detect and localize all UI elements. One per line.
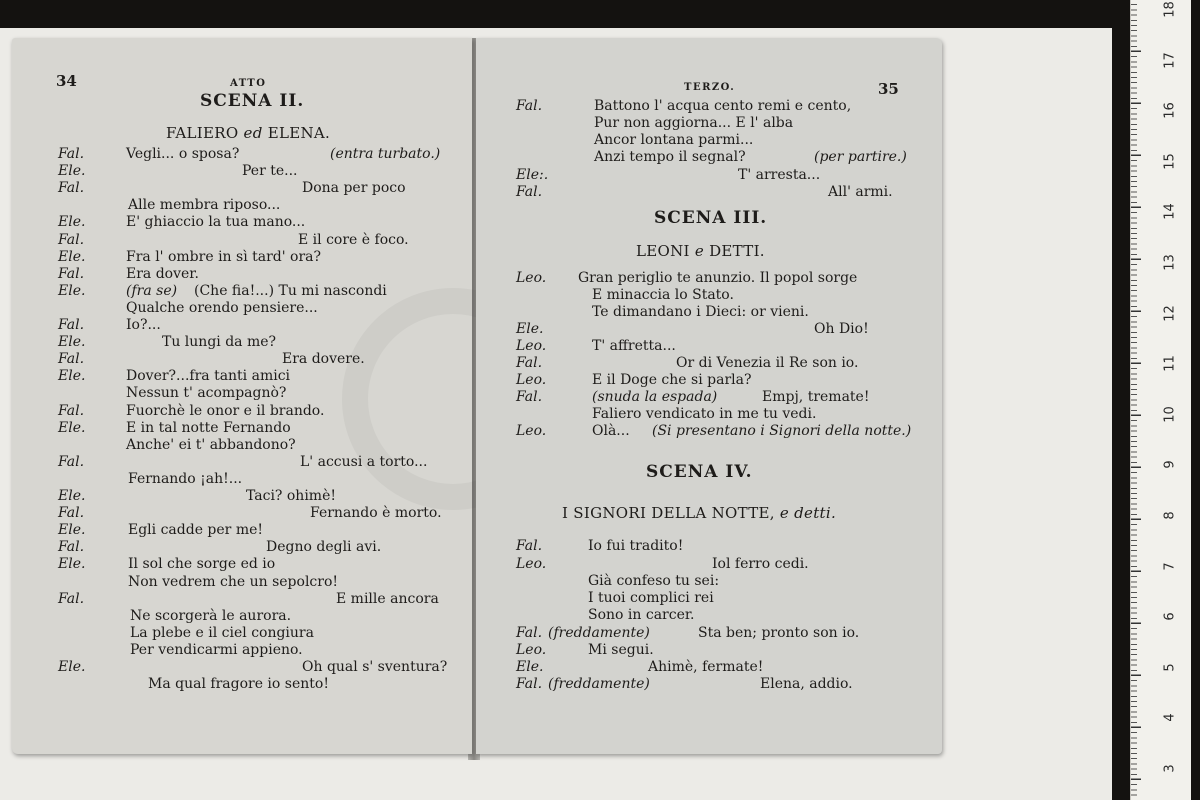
speaker-label: Fal. [516,538,543,554]
speaker-label: Leo. [516,423,547,439]
verse-text: Mi segui. [588,642,654,658]
verse-text: Battono l' acqua cento remi e cento, [594,98,852,114]
verse-text: Era dovere. [282,351,365,368]
stage-direction: (freddamente) [548,625,650,641]
page-number-right: 35 [878,80,899,98]
ruler-number: 10 [1162,406,1178,423]
verse-text: T' affretta... [592,338,676,354]
dialogue-line [476,659,942,676]
verse-text: Fernando ¡ah!... [128,470,243,487]
speaker-label: Ele. [58,488,86,504]
ruler-number: 14 [1162,203,1178,221]
speaker-label: Fal. [516,389,543,405]
ruler-number: 6 [1162,612,1178,621]
verse-text: Io?... [126,317,161,333]
dialogue-line [12,556,472,573]
verse-text: I tuoi complici rei [588,590,714,606]
verse-text: Anche' ei t' abbandono? [126,436,296,453]
page-number-left: 34 [56,72,77,90]
verse-text: Alle membra riposo... [128,197,281,214]
speaker-label: Fal. [58,265,85,282]
scene-title-iv: SCENA IV. [646,462,753,482]
dialogue-line [476,607,942,624]
dialogue-line [12,420,472,437]
verse-text: Ne scorgerà le aurora. [130,607,292,624]
running-head-left: ATTO [230,78,267,89]
dialogue-right-bottom [476,38,942,754]
speaker-label: Fal. [516,184,543,200]
dialogue-line [12,283,472,300]
verse-text: Nessun t' acompagnò? [126,385,287,402]
dialogue-line [12,505,472,522]
ruler-number: 18 [1162,1,1178,18]
right-page [476,38,942,754]
dialogue-line [12,522,472,539]
characters-tail: e detti. [779,504,837,522]
dialogue-line [12,454,472,471]
characters-conjunction: ed [243,124,263,142]
dialogue-line [476,625,942,642]
dialogue-line [476,556,942,573]
dialogue-line [12,334,472,351]
ruler-number: 12 [1162,304,1178,322]
verse-text: Olà... [592,423,630,439]
verse-text: Già confeso tu sei: [588,573,720,589]
dialogue-line [12,146,472,163]
dialogue-line [12,249,472,266]
verse-text: Anzi tempo il segnal? [594,149,746,165]
verse-text: Fra l' ombre in sì tard' ora? [126,248,322,265]
verse-text: Io fui tradito! [588,538,684,554]
stage-direction: (entra turbato.) [330,146,441,162]
verse-text: E' ghiaccio la tua mano... [126,214,306,231]
stage-direction: (Si presentano i Signori della notte.) [652,423,912,439]
verse-text: E mille ancora [336,590,439,607]
dialogue-line [12,163,472,180]
running-head-right: TERZO. [684,82,736,93]
speaker-label: Fal. [58,505,85,522]
verse-text: Ancor lontana parmi... [594,132,754,148]
speaker-label: Fal. [58,351,85,368]
verse-text: Dona per poco [302,180,406,197]
verse-text: Sta ben; pronto son io. [698,625,860,641]
verse-text: All' armi. [828,184,893,200]
verse-text: La plebe e il ciel congiura [130,624,314,641]
dialogue-line [12,403,472,420]
dialogue-line [12,574,472,591]
speaker-label: Fal. [58,317,85,333]
verse-text: Vegli... o sposa? [126,146,240,162]
verse-text: Non vedrem che un sepolcro! [128,573,339,590]
dialogue-line [12,659,472,676]
speaker-label: Ele. [58,334,86,351]
verse-text: Iol ferro cedi. [712,556,809,572]
character-leoni: LEONI [636,242,690,260]
dialogue-line [12,368,472,385]
verse-text: Sono in carcer. [588,607,695,623]
verse-text: Dover?...fra tanti amici [126,368,291,385]
speaker-label: Leo. [516,338,547,354]
verse-text: Era dover. [126,265,199,282]
ruler-number: 5 [1162,663,1178,672]
verse-text: Ahimè, fermate! [648,659,764,675]
character-elena: ELENA. [267,124,331,142]
ruler-number: 4 [1162,713,1178,723]
verse-text: Fernando è morto. [310,505,442,522]
dialogue-line [12,300,472,317]
dialogue-line [12,317,472,334]
verse-text: Pur non aggiorna... E l' alba [594,115,794,131]
dialogue-line [12,232,472,249]
speaker-label: Fal. [516,625,543,641]
dialogue-line [12,591,472,608]
dialogue-line [12,539,472,556]
ruler-number: 15 [1162,153,1178,170]
verse-text: Ma qual fragore io sento! [148,676,329,693]
scene-title-ii: SCENA II. [200,91,305,111]
scene-title-iii: SCENA III. [654,208,768,228]
speaker-label: Ele. [58,163,86,180]
dialogue-line [476,573,942,590]
ruler-number: 13 [1162,254,1178,271]
verse-text: E minaccia lo Stato. [592,287,734,303]
measuring-ruler [1130,0,1191,800]
verse-text: Il sol che sorge ed io [128,556,276,573]
verse-text: L' accusi a torto... [300,453,428,470]
speaker-label: Fal. [58,146,85,162]
verse-text: Oh Dio! [814,321,869,337]
stage-direction: (freddamente) [548,676,650,692]
left-page [12,38,472,754]
dialogue-line [12,385,472,402]
dialogue-line [476,538,942,555]
dialogue-line [476,590,942,607]
ruler-number: 16 [1162,102,1178,119]
dialogue-left [12,38,472,754]
dialogue-line [12,197,472,214]
verse-text: Te dimandano i Dieci: or vieni. [592,304,809,320]
speaker-label: Fal. [516,676,543,692]
speaker-label: Leo. [516,642,547,658]
verse-text: Empj, tremate! [762,389,870,405]
verse-text: Tu lungi da me? [162,334,277,351]
verse-text: Gran periglio te anunzio. Il popol sorge [578,270,858,286]
ruler-number: 17 [1162,51,1178,69]
verse-text: Fuorchè le onor e il brando. [126,402,325,419]
characters-conjunction: e [694,242,705,260]
verse-text: Degno degli avi. [266,539,382,556]
dialogue-line [12,676,472,693]
ruler-number: 3 [1162,764,1178,773]
character-detti: DETTI. [709,242,765,260]
dialogue-line [476,642,942,659]
speaker-label: Ele. [516,321,544,337]
speaker-label: Ele. [58,556,86,573]
speaker-label: Fal. [58,402,85,419]
verse-text: Faliero vendicato in me tu vedi. [592,406,817,422]
dialogue-line [12,214,472,231]
verse-text: T' arresta... [738,167,821,183]
verse-text: Elena, addio. [760,676,853,692]
character-faliero: FALIERO [166,124,239,142]
verse-text: Oh qual s' sventura? [302,659,448,675]
verse-text: Qualche orendo pensiere... [126,299,318,316]
speaker-label: Ele. [58,368,86,385]
speaker-label: Ele. [58,522,86,539]
speaker-label: Fal. [58,590,85,607]
speaker-label: Ele:. [516,167,549,183]
verse-text: (Che fia!...) Tu mi nascondi [194,282,387,299]
verse-text: E il Doge che si parla? [592,372,752,388]
dialogue-line [12,266,472,283]
speaker-label: Ele. [58,248,86,265]
speaker-label: Fal. [516,98,543,114]
verse-text: Per vendicarmi appieno. [130,641,303,658]
dialogue-line [12,180,472,197]
verse-text: Egli cadde per me! [128,522,264,539]
speaker-label: Fal. [516,355,543,371]
speaker-label: Ele. [516,659,544,675]
verse-text: Or di Venezia il Re son io. [676,355,859,371]
speaker-label: Fal. [58,453,85,470]
speaker-label: Leo. [516,556,547,572]
dialogue-line [12,642,472,659]
open-booklet [12,38,942,760]
dialogue-line [12,488,472,505]
verse-text: E in tal notte Fernando [126,419,291,436]
stage-direction: (per partire.) [814,149,907,165]
dialogue-line [12,625,472,642]
ruler-number: 9 [1162,460,1178,470]
dialogue-line [12,608,472,625]
verse-text: E il core è foco. [298,231,409,248]
characters-signori: I SIGNORI DELLA NOTTE, [562,504,775,522]
speaker-label: Leo. [516,372,547,388]
ruler-number: 8 [1162,511,1178,520]
speaker-label: Ele. [58,282,86,299]
dialogue-line [12,471,472,488]
speaker-label: Fal. [58,539,85,556]
speaker-label: Ele. [58,214,86,231]
verse-text: Per te... [242,163,298,180]
dialogue-line [12,351,472,368]
ruler-number: 11 [1162,355,1178,372]
dialogue-line [476,676,942,693]
speaker-label: Ele. [58,659,86,675]
speaker-label: Fal. [58,231,85,248]
stage-direction: (snuda la espada) [592,389,718,405]
speaker-label: Fal. [58,180,85,197]
speaker-label: Ele. [58,419,86,436]
ruler-number: 7 [1162,561,1178,571]
verse-text: Taci? ohimè! [246,488,336,504]
stage-direction: (fra se) [126,282,178,299]
speaker-label: Leo. [516,270,547,286]
dialogue-line [12,437,472,454]
